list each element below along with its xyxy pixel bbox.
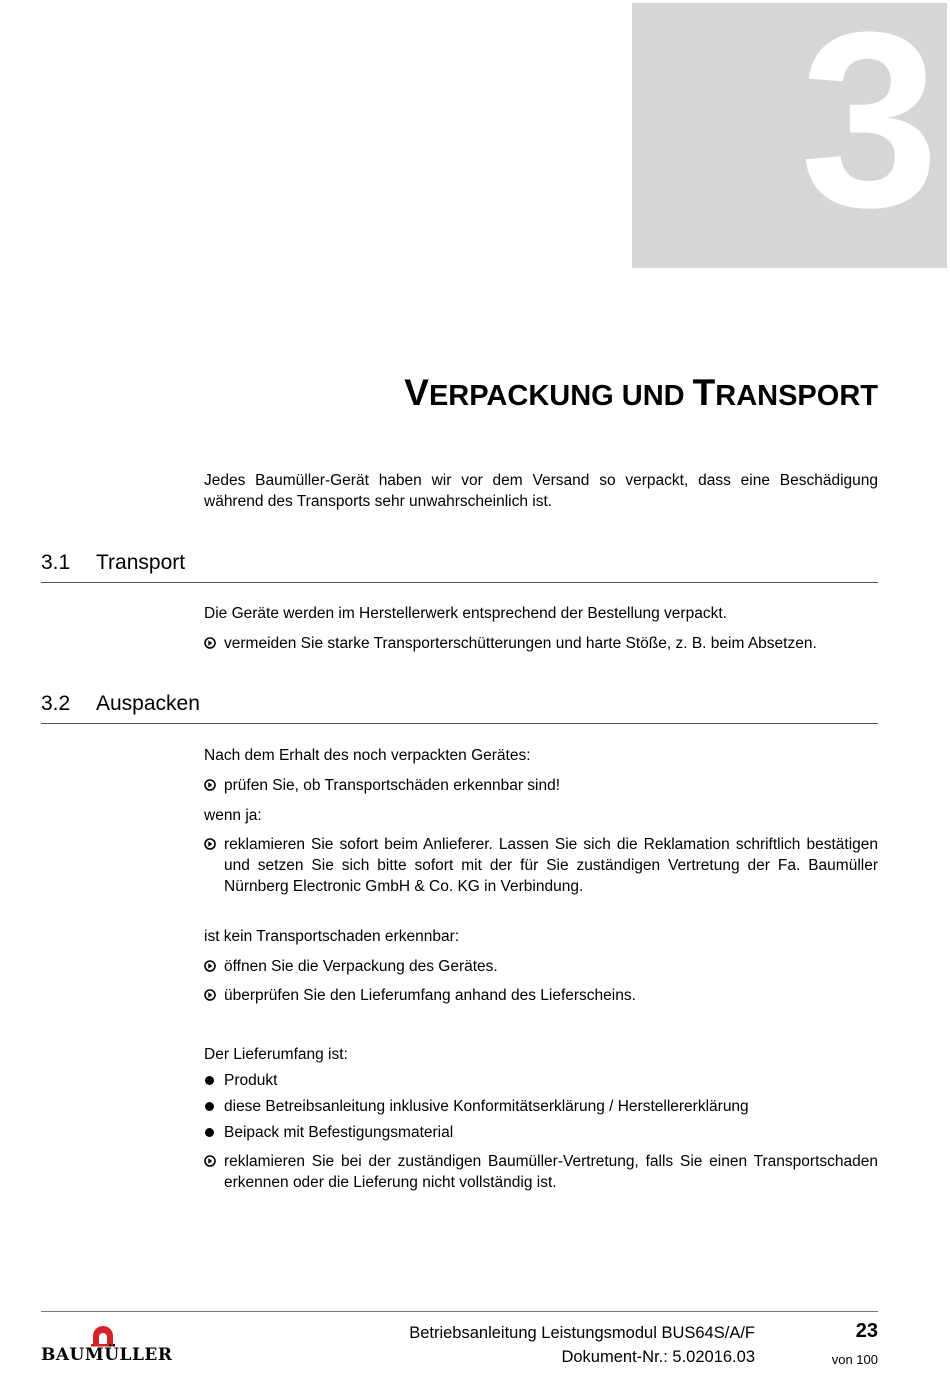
chapter-title-rest-2: RANSPORT bbox=[715, 380, 878, 412]
chapter-title bbox=[404, 372, 878, 414]
chapter-title-initial-1: V bbox=[404, 372, 429, 413]
bullet-dot-icon bbox=[205, 1076, 214, 1085]
document-title: Betriebsanleitung Leistungsmodul BUS64S/A/F bbox=[409, 1324, 755, 1342]
list-item bbox=[204, 1070, 878, 1091]
circled-arrow-icon bbox=[204, 960, 216, 972]
action-text: reklamieren Sie sofort beim Anlieferer. Lassen Sie sich die Reklamation schriftlich bestätigen und setzen Sie sich bitte sofort mit der für Sie zuständigen Vertretung der Fa. Baumüller Nürnberg Electronic GmbH & Co. KG in Verbindung. bbox=[224, 836, 878, 895]
action-item bbox=[204, 1151, 878, 1193]
section-number: 3.2 bbox=[41, 692, 71, 715]
scope-intro: Der Lieferumfang ist: bbox=[204, 1046, 348, 1063]
action-item bbox=[204, 956, 878, 977]
action-text: überprüfen Sie den Lieferumfang anhand des Lieferscheins. bbox=[224, 987, 636, 1004]
chapter-number-box bbox=[632, 3, 947, 268]
logo-mark-icon bbox=[41, 1325, 165, 1347]
list-item-text: diese Betreibsanleitung inklusive Konformitätserklärung / Herstellererklärung bbox=[224, 1098, 749, 1115]
action-text: vermeiden Sie starke Transporterschütterungen und harte Stöße, z. B. beim Absetzen. bbox=[224, 635, 817, 652]
circled-arrow-icon bbox=[204, 838, 216, 850]
footer-document-info bbox=[409, 1321, 755, 1369]
transport-paragraph: Die Geräte werden im Herstellerwerk entsprechend der Bestellung verpackt. bbox=[204, 605, 727, 622]
page-number: 23 bbox=[855, 1320, 878, 1342]
unpack-intro: Nach dem Erhalt des noch verpackten Gerätes: bbox=[204, 747, 531, 764]
section-heading-transport bbox=[41, 548, 878, 583]
list-item-text: Beipack mit Befestigungsmaterial bbox=[224, 1124, 454, 1141]
circled-arrow-icon bbox=[204, 779, 216, 791]
chapter-number: 3 bbox=[799, 3, 939, 259]
intro-paragraph: Jedes Baumüller-Gerät haben wir vor dem Versand so verpackt, dass eine Beschädigung während des Transports sehr unwahrscheinlich ist. bbox=[204, 472, 878, 510]
circled-arrow-icon bbox=[204, 637, 216, 649]
bullet-dot-icon bbox=[205, 1102, 214, 1111]
section-title: Auspacken bbox=[96, 692, 200, 715]
list-item-text: Produkt bbox=[224, 1072, 278, 1089]
action-text: öffnen Sie die Verpackung des Gerätes. bbox=[224, 958, 498, 975]
section-title: Transport bbox=[96, 551, 186, 574]
section-number: 3.1 bbox=[41, 551, 71, 574]
document-number: Dokument-Nr.: 5.02016.03 bbox=[561, 1348, 755, 1366]
action-text: prüfen Sie, ob Transportschäden erkennbar sind! bbox=[224, 777, 561, 794]
bullet-dot-icon bbox=[205, 1128, 214, 1137]
condition-if-yes: wenn ja: bbox=[204, 807, 262, 824]
condition-if-no: ist kein Transportschaden erkennbar: bbox=[204, 928, 460, 945]
circled-arrow-icon bbox=[204, 1155, 216, 1167]
action-text: reklamieren Sie bei der zuständigen Baumüller-Vertretung, falls Sie einen Transportschaden erkennen oder die Lieferung nicht vollständig ist. bbox=[224, 1153, 878, 1191]
action-item bbox=[204, 985, 878, 1006]
chapter-title-initial-2: T bbox=[692, 372, 716, 413]
list-item bbox=[204, 1122, 878, 1143]
footer-divider bbox=[41, 1311, 878, 1312]
logo-text: BAUMÜLLER bbox=[41, 1345, 173, 1365]
section-heading-auspacken bbox=[41, 689, 878, 724]
baumueller-logo bbox=[41, 1325, 173, 1365]
list-item bbox=[204, 1096, 878, 1117]
circled-arrow-icon bbox=[204, 989, 216, 1001]
chapter-title-rest-1: ERPACKUNG UND bbox=[428, 380, 693, 412]
action-item bbox=[204, 775, 878, 796]
action-item bbox=[204, 834, 878, 897]
action-item bbox=[204, 633, 878, 654]
page-total: von 100 bbox=[831, 1352, 878, 1367]
